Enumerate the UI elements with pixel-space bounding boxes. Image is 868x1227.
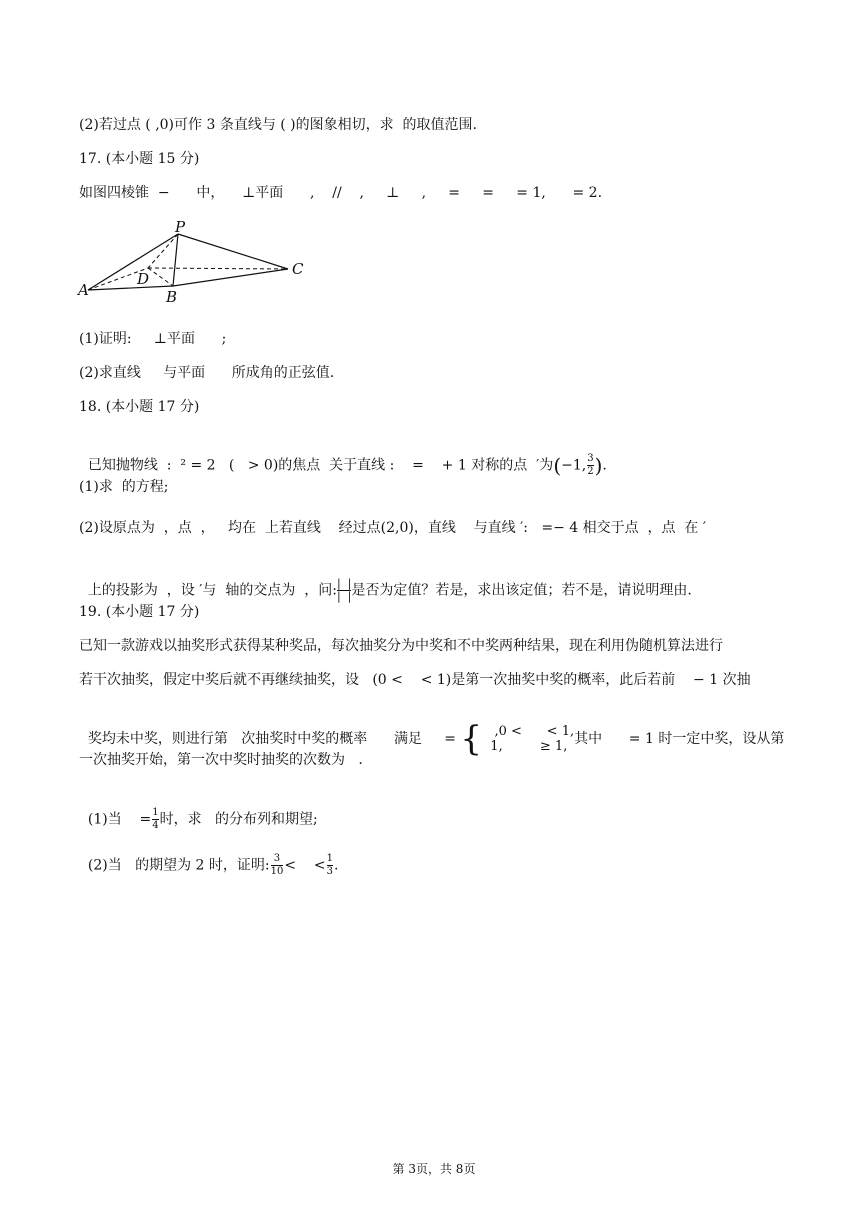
q18-stem-text: 已知抛物线 : ² = 2 ( > 0)的焦点 关于直线 : = + 1 对称的点 ′为 [87, 457, 554, 474]
q17-part2: (2)求直线 与平面 所成角的正弦值. [79, 365, 335, 381]
q18-part2-line2 [79, 561, 692, 602]
q19-part2-num1: 3 [273, 853, 281, 864]
q19-part2-end: . [334, 857, 339, 874]
edge-pa [88, 234, 178, 290]
q19-line4: 一次抽奖开始，第一次中奖时抽奖的次数为 . [79, 752, 363, 768]
q19-part2-frac1 [271, 854, 284, 877]
q19-part1-text-a: (1)当 = [87, 811, 152, 828]
q19-line3-text-b: 其中 = 1 时一定中奖，设从第 [574, 731, 785, 747]
label-p: P [175, 218, 186, 236]
q18-part2-text-b: 是否为定值？若是，求出该定值；若不是，请说明理由. [351, 582, 692, 599]
q16-part2: (2)若过点 ( ,0)可作 3 条直线与 ( )的图象相切，求 的取值范围. [79, 117, 477, 133]
label-b: B [166, 288, 178, 306]
q19-line2: 若干次抽奖，假定中奖后就不再继续抽奖，设 (0 < < 1)是第一次抽奖中奖的概率，此后若前 − 1 次抽 [79, 672, 751, 688]
edge-pc [178, 234, 288, 269]
q19-cases [482, 724, 574, 754]
q19-part1-text-b: 时，求 的分布列和期望; [159, 811, 318, 828]
q18-part2-line1: (2)设原点为 ，点 ， 均在 上若直线 经过点(2,0)，直线 与直线 ′: =− 4 相交于点 ，点 在 ′ [79, 520, 707, 536]
q19-part2-num2: 1 [326, 853, 333, 864]
q17-stem: 如图四棱锥 − 中， ⊥平面 , // , ⊥ , = = = 1, = 2. [79, 185, 603, 201]
q18-point-frac [587, 454, 593, 477]
q19-line3-text-a: 奖均未中奖，则进行第 次抽奖时中奖的概率 满足 = [87, 731, 456, 747]
q19-brace: { [460, 719, 483, 759]
edge-pd [148, 234, 178, 268]
q19-part2-frac2 [327, 854, 333, 877]
label-c: C [292, 260, 304, 278]
edge-ab [88, 286, 173, 290]
q19-line3 [79, 704, 785, 759]
q19-part2-den2: 3 [326, 866, 333, 877]
q19-part1 [79, 790, 318, 831]
q18-ratio-fraction: | | | | [336, 577, 352, 603]
q19-case2: 1, ≥ 1, [482, 739, 568, 754]
q19-part1-den: 4 [152, 820, 159, 831]
pyramid-figure [76, 216, 316, 308]
q19-part2-mid: < < [284, 857, 326, 874]
q18-point-den: 2 [587, 466, 594, 477]
q17-part1: (1)证明: ⊥平面 ; [79, 331, 227, 347]
q18-point-num: 3 [587, 453, 594, 464]
edge-db [148, 268, 173, 286]
q18-point-open: ( [553, 453, 562, 478]
q19-header: 19. (本小题 17 分) [79, 604, 200, 620]
q18-part2-text-a: 上的投影为 ，设 ′与 轴的交点为 ，问: [87, 582, 337, 599]
q18-stem [79, 436, 607, 477]
q18-header: 18. (本小题 17 分) [79, 399, 200, 415]
label-a: A [78, 281, 89, 299]
q19-part2-text-a: (2)当 的期望为 2 时，证明: [87, 857, 270, 874]
page-footer: 第 3页，共 8页 [392, 1162, 476, 1176]
q19-line1: 已知一款游戏以抽奖形式获得某种奖品，每次抽奖分为中奖和不中奖两种结果，现在利用伪随机算法进行 [79, 638, 723, 654]
q19-part1-num: 1 [152, 807, 159, 818]
edge-dc [148, 268, 288, 269]
edge-bc [173, 269, 288, 286]
label-d: D [137, 270, 150, 288]
q17-header: 17. (本小题 15 分) [79, 151, 200, 167]
q19-case1: ,0 < < 1, [482, 724, 575, 739]
q19-part2-den1: 10 [270, 866, 284, 877]
q18-point: −1, [561, 457, 587, 474]
q18-stem-end: . [602, 457, 607, 474]
q19-part1-frac [152, 808, 158, 831]
q18-point-close: ) [594, 453, 603, 478]
edge-pb [173, 234, 178, 286]
q18-part1: (1)求 的方程; [79, 479, 169, 495]
q19-part2 [79, 836, 338, 877]
